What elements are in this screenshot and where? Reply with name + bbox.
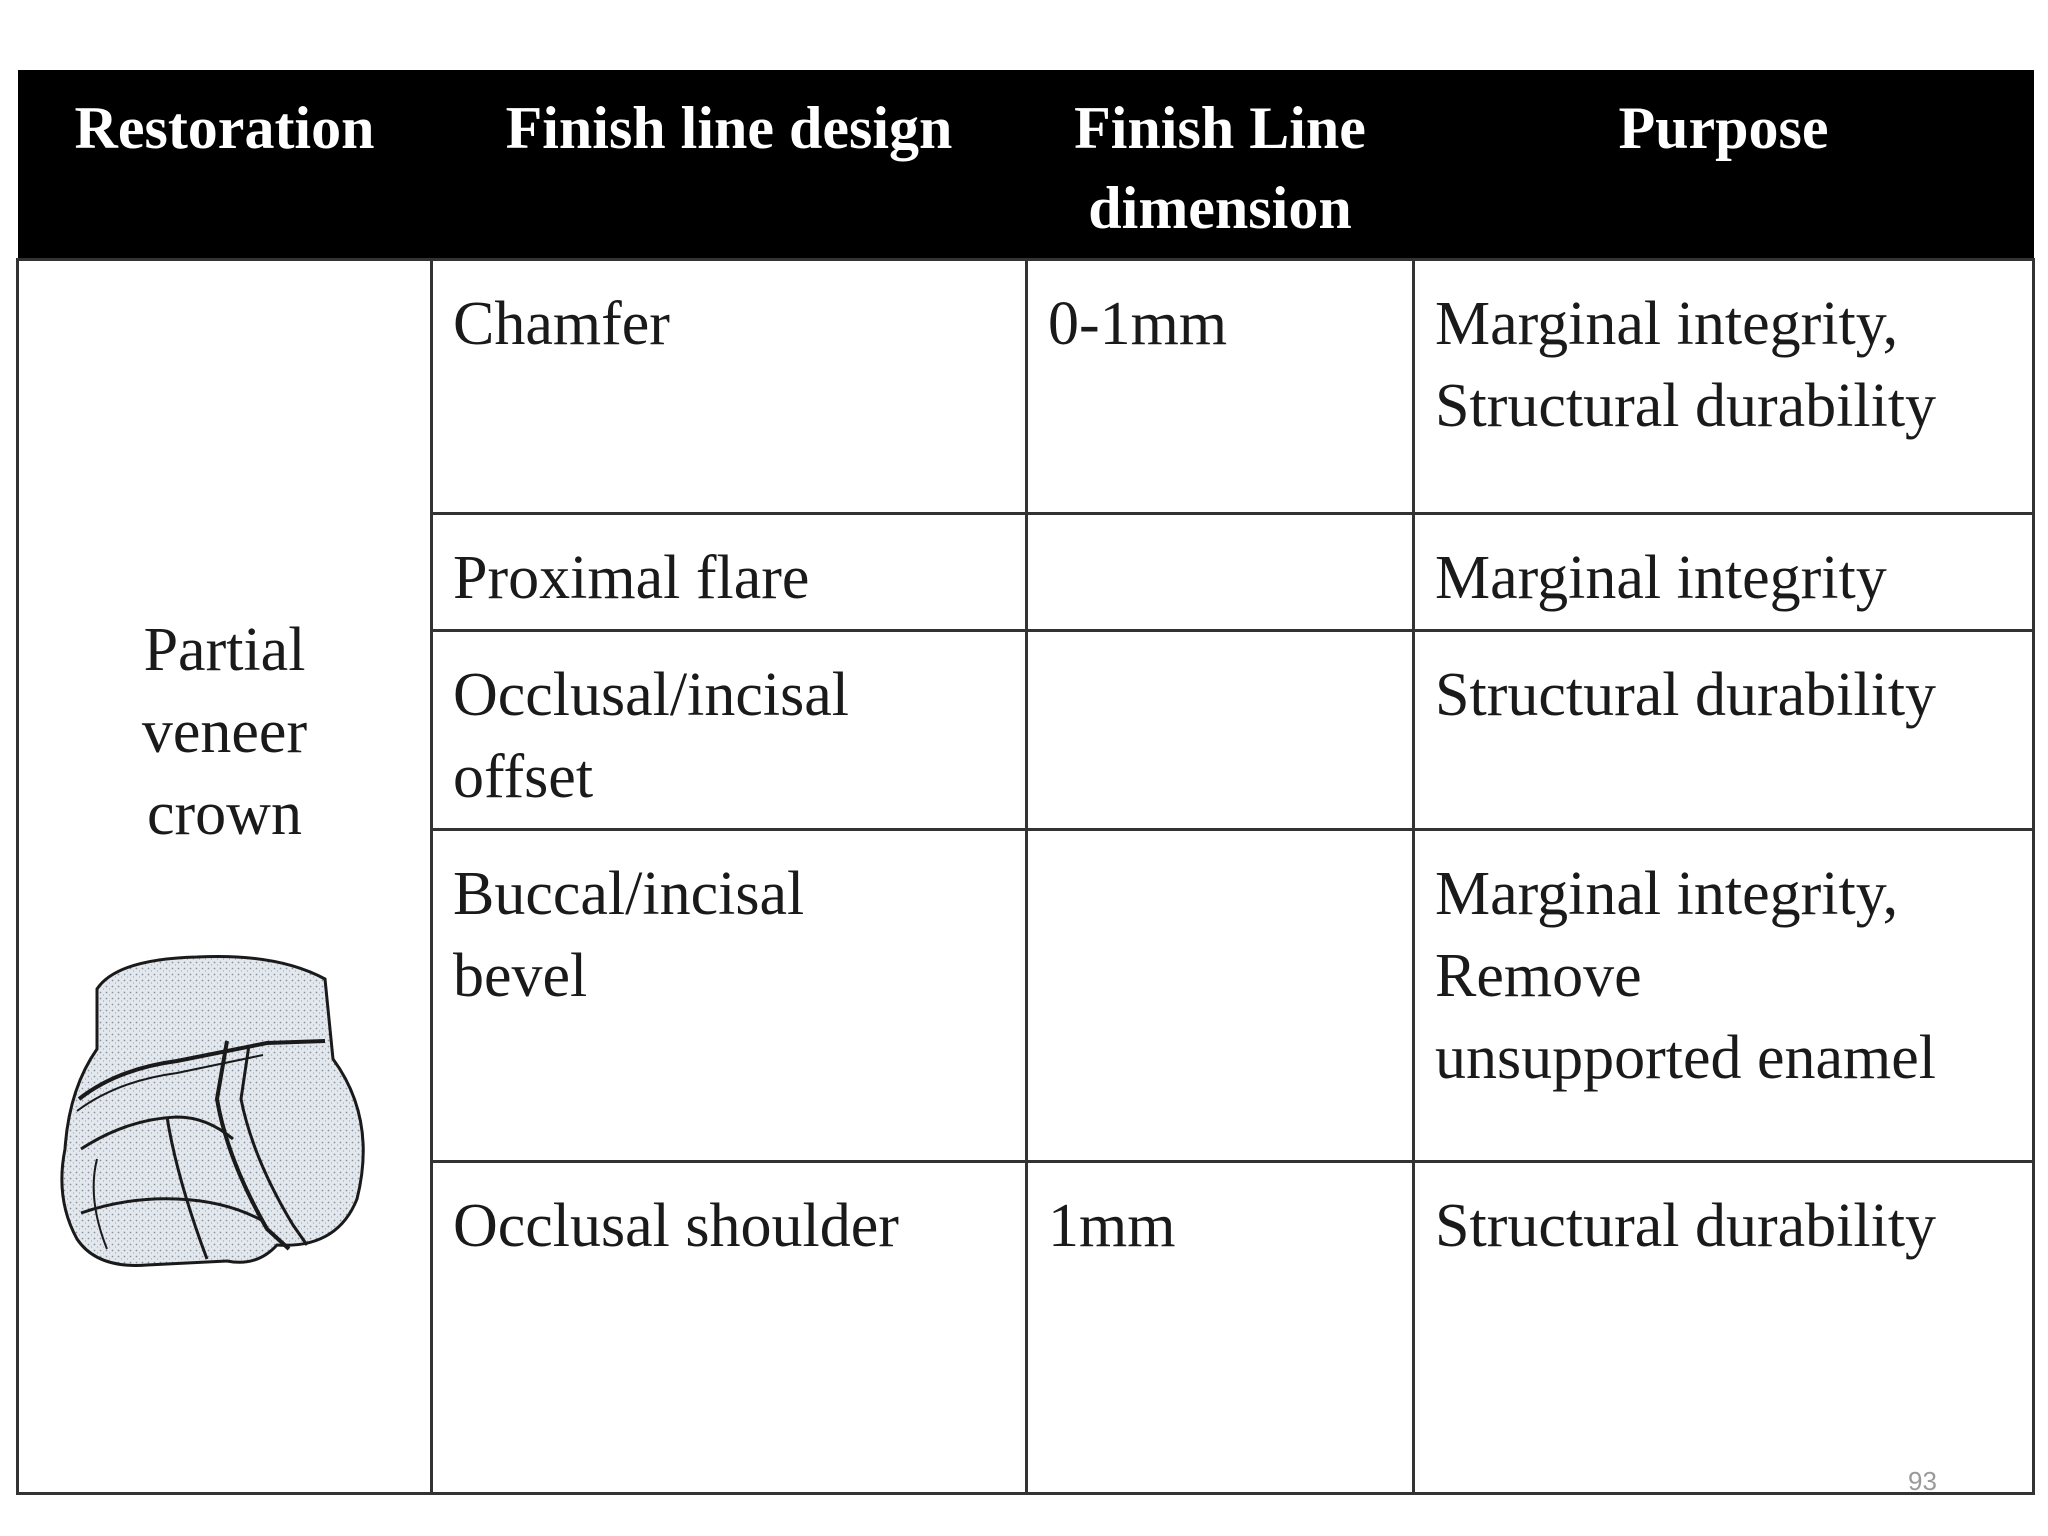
purpose-cell: Marginal integrity, Remove unsupported enamel: [1414, 830, 2034, 1162]
partial-veneer-crown-illustration-icon: [57, 949, 407, 1279]
design-cell: Occlusal/incisal offset: [432, 631, 1027, 830]
purpose-cell: Structural durability: [1414, 1162, 2034, 1494]
design-cell: Chamfer: [432, 260, 1027, 514]
header-restoration: Restoration: [18, 70, 432, 260]
purpose-cell: Marginal integrity: [1414, 514, 2034, 631]
dimension-cell: 0-1mm: [1027, 260, 1414, 514]
page-number: 93: [1908, 1466, 1937, 1496]
dimension-cell: 1mm: [1027, 1162, 1414, 1494]
dimension-cell: [1027, 631, 1414, 830]
purpose-cell: Structural durability: [1414, 631, 2034, 830]
design-cell: Proximal flare: [432, 514, 1027, 631]
dimension-cell: [1027, 830, 1414, 1162]
header-purpose: Purpose: [1414, 70, 2034, 260]
finish-line-table: [16, 70, 2035, 1495]
header-finish-line-dimension: Finish Line dimension: [1027, 70, 1414, 260]
design-cell: Occlusal shoulder: [432, 1162, 1027, 1494]
design-cell: Buccal/incisal bevel: [432, 830, 1027, 1162]
header-finish-line-design: Finish line design: [432, 70, 1027, 260]
restoration-cell: [18, 260, 432, 1494]
purpose-cell: Marginal integrity, Structural durability: [1414, 260, 2034, 514]
restoration-label: Partial veneer crown: [141, 616, 308, 848]
dimension-cell: [1027, 514, 1414, 631]
table-row: [18, 260, 2034, 514]
table-header-row: [18, 70, 2034, 260]
